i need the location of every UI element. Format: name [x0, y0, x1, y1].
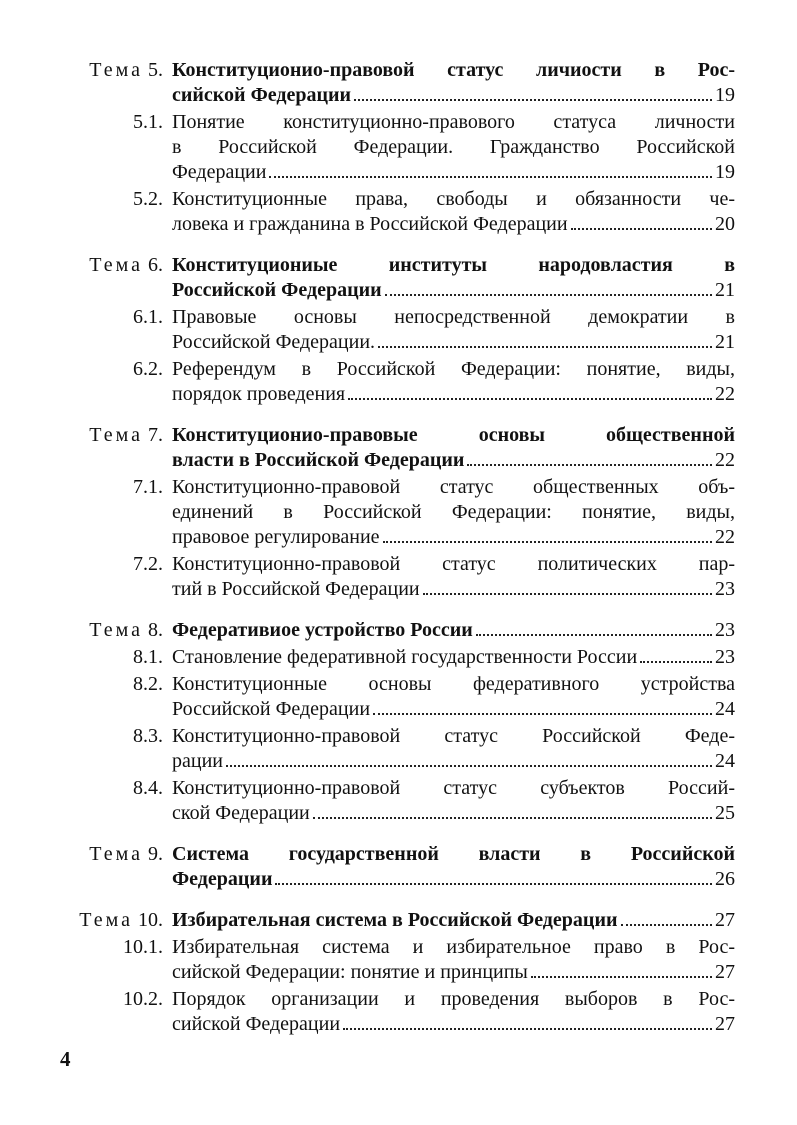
entry-number: [74, 987, 163, 1012]
topic-label: Тема: [89, 843, 143, 865]
subtopic-number: 8.3.: [133, 725, 163, 747]
dot-leader: [348, 398, 712, 400]
entry-title-line: Конституциониые институты народовластия в: [172, 254, 735, 276]
entry-title: [172, 357, 735, 407]
toc-subtopic[interactable]: [0, 110, 797, 187]
entry-title-line: Избирательная система и избирательное право в Рос-: [172, 936, 735, 958]
entry-number: [74, 672, 163, 697]
subtopic-number: 6.2.: [133, 358, 163, 380]
entry-title-text: сийской Федерации: [172, 84, 352, 106]
entry-title-line: [172, 1012, 735, 1037]
entry-title-line: в Российской Федерации. Гражданство Российской: [172, 136, 735, 158]
dot-leader: [269, 176, 712, 178]
dot-leader: [531, 976, 712, 978]
subtopic-number: 6.1.: [133, 306, 163, 328]
subtopic-number: 8.1.: [133, 646, 163, 668]
entry-title: [172, 423, 735, 473]
toc-subtopic[interactable]: [0, 935, 797, 987]
page-ref: 19: [715, 161, 735, 183]
dot-leader: [275, 883, 712, 885]
toc-topic-block: [0, 58, 797, 239]
topic-label: Тема: [89, 619, 143, 641]
entry-title-line: [172, 618, 735, 643]
dot-leader: [383, 541, 712, 543]
topic-number: 6.: [148, 254, 163, 276]
subtopic-number: 5.2.: [133, 188, 163, 210]
toc-topic-block: [0, 253, 797, 409]
entry-title-line: Конституционные основы федеративного устройства: [172, 673, 735, 695]
page-ref: 21: [715, 331, 735, 353]
entry-title-line: Правовые основы непосредственной демократии в: [172, 306, 735, 328]
entry-title-line: Система государственной власти в Российской: [172, 843, 735, 865]
entry-title-line: [172, 448, 735, 473]
topic-number: 7.: [148, 424, 163, 446]
toc-subtopic[interactable]: [0, 357, 797, 409]
entry-number: [74, 110, 163, 135]
subtopic-number: 5.1.: [133, 111, 163, 133]
subtopic-number: 7.1.: [133, 476, 163, 498]
entry-title-text: Российской Федерации: [172, 279, 382, 301]
entry-title-line: Конституционно-правовой статус общественных объ-: [172, 476, 735, 498]
toc-topic[interactable]: [0, 908, 797, 935]
toc-subtopic[interactable]: [0, 776, 797, 828]
entry-number: [74, 187, 163, 212]
entry-title-line: Порядок организации и проведения выборов в Рос-: [172, 988, 735, 1010]
entry-number: [74, 935, 163, 960]
page-ref: 23: [715, 619, 735, 641]
entry-number: [74, 842, 163, 867]
entry-title-line: [172, 960, 735, 985]
page-ref: 24: [715, 698, 735, 720]
toc-subtopic[interactable]: [0, 724, 797, 776]
entry-number: [74, 645, 163, 670]
subtopic-number: 10.2.: [123, 988, 163, 1010]
entry-title-text: Федеративиое устройство России: [172, 619, 473, 641]
topic-label: Тема: [89, 59, 143, 81]
entry-title-line: [172, 697, 735, 722]
entry-title: [172, 724, 735, 774]
entry-title-text: Федерации: [172, 868, 273, 890]
entry-title: [172, 110, 735, 185]
entry-title: [172, 935, 735, 985]
page-ref: 23: [715, 578, 735, 600]
toc-topic-block: [0, 618, 797, 828]
page-ref: 26: [715, 868, 735, 890]
topic-number: 10.: [138, 909, 163, 931]
entry-title-line: [172, 645, 735, 670]
page-ref: 20: [715, 213, 735, 235]
subtopic-number: 8.4.: [133, 777, 163, 799]
entry-title-line: [172, 908, 735, 933]
entry-number: [74, 618, 163, 643]
entry-title-line: [172, 749, 735, 774]
page-ref: 27: [715, 961, 735, 983]
page-ref: 23: [715, 646, 735, 668]
entry-title-line: [172, 83, 735, 108]
page-ref: 21: [715, 279, 735, 301]
page-ref: 27: [715, 1013, 735, 1035]
entry-title-text: Избирательная система в Российской Федерации: [172, 909, 618, 931]
entry-title: [172, 776, 735, 826]
dot-leader: [621, 924, 713, 926]
subtopic-number: 8.2.: [133, 673, 163, 695]
dot-leader: [354, 99, 712, 101]
entry-title: [172, 987, 735, 1037]
dot-leader: [226, 765, 712, 767]
entry-title: [172, 475, 735, 550]
entry-title: [172, 672, 735, 722]
subtopic-number: 10.1.: [123, 936, 163, 958]
entry-number: [74, 475, 163, 500]
toc-topic[interactable]: [0, 423, 797, 475]
entry-title: [172, 253, 735, 303]
entry-title-text: ской Федерации: [172, 802, 310, 824]
entry-title-text: Российской Федерации.: [172, 331, 376, 353]
toc-subtopic[interactable]: [0, 475, 797, 552]
entry-title-line: Референдум в Российской Федерации: понятие, виды,: [172, 358, 735, 380]
entry-title-text: Российской Федерации: [172, 698, 371, 720]
toc-subtopic[interactable]: [0, 552, 797, 604]
entry-title: [172, 842, 735, 892]
entry-number: [74, 423, 163, 448]
toc-topic[interactable]: [0, 58, 797, 110]
entry-title-line: единений в Российской Федерации: понятие, виды,: [172, 501, 735, 523]
dot-leader: [313, 817, 712, 819]
page-ref: 19: [715, 84, 735, 106]
page-ref: 22: [715, 449, 735, 471]
entry-number: [74, 58, 163, 83]
page-ref: 24: [715, 750, 735, 772]
entry-title-line: Понятие конституционно-правового статуса личности: [172, 111, 735, 133]
toc-topic-block: [0, 842, 797, 894]
toc-subtopic[interactable]: [0, 645, 797, 672]
entry-title-line: Конституционно-правовой статус политических пар-: [172, 553, 735, 575]
entry-title: [172, 618, 735, 643]
table-of-contents: [0, 58, 797, 1053]
entry-title-text: Становление федеративной государственности России: [172, 646, 638, 668]
entry-title-line: [172, 212, 735, 237]
entry-title-text: Федерации: [172, 161, 267, 183]
entry-title-text: тий в Российской Федерации: [172, 578, 420, 600]
entry-title-line: [172, 278, 735, 303]
toc-subtopic[interactable]: [0, 187, 797, 239]
entry-title-line: Конституционио-правовой статус личиости в Рос-: [172, 59, 735, 81]
entry-number: [74, 724, 163, 749]
entry-title-line: [172, 577, 735, 602]
entry-title-line: Конституционио-правовые основы общественной: [172, 424, 735, 446]
dot-leader: [378, 346, 712, 348]
topic-number: 9.: [148, 843, 163, 865]
entry-title-line: Конституционно-правовой статус субъектов Россий-: [172, 777, 735, 799]
toc-topic-block: [0, 908, 797, 1039]
toc-subtopic[interactable]: [0, 672, 797, 724]
entry-title-text: сийской Федерации: понятие и принципы: [172, 961, 528, 983]
topic-number: 5.: [148, 59, 163, 81]
entry-number: [74, 552, 163, 577]
entry-title-text: сийской Федерации: [172, 1013, 341, 1035]
entry-title-text: рации: [172, 750, 223, 772]
entry-title-line: [172, 382, 735, 407]
dot-leader: [373, 713, 712, 715]
entry-number: [74, 776, 163, 801]
topic-label: Тема: [79, 909, 133, 931]
entry-title-text: правовое регулирование: [172, 526, 380, 548]
page-ref: 25: [715, 802, 735, 824]
entry-title-text: ловека и гражданина в Российской Федерации: [172, 213, 568, 235]
page-ref: 22: [715, 383, 735, 405]
entry-title-line: [172, 330, 735, 355]
entry-title: [172, 58, 735, 108]
toc-topic[interactable]: [0, 618, 797, 645]
page-ref: 27: [715, 909, 735, 931]
entry-number: [74, 305, 163, 330]
toc-topic-block: [0, 423, 797, 604]
topic-label: Тема: [89, 424, 143, 446]
dot-leader: [423, 593, 712, 595]
entry-title-line: Конституционные права, свободы и обязанности че-: [172, 188, 735, 210]
page-ref: 22: [715, 526, 735, 548]
entry-title-line: [172, 160, 735, 185]
entry-title-line: Конституционно-правовой статус Российской Феде-: [172, 725, 735, 747]
dot-leader: [343, 1028, 712, 1030]
entry-title-line: [172, 867, 735, 892]
entry-title: [172, 305, 735, 355]
entry-title-line: [172, 801, 735, 826]
dot-leader: [476, 634, 712, 636]
dot-leader: [385, 294, 712, 296]
entry-title: [172, 187, 735, 237]
dot-leader: [467, 464, 712, 466]
entry-title-text: порядок проведения: [172, 383, 346, 405]
dot-leader: [640, 661, 712, 663]
toc-topic[interactable]: [0, 842, 797, 894]
toc-subtopic[interactable]: [0, 987, 797, 1039]
topic-label: Тема: [89, 254, 143, 276]
topic-number: 8.: [148, 619, 163, 641]
entry-title-line: [172, 525, 735, 550]
entry-number: [74, 253, 163, 278]
toc-subtopic[interactable]: [0, 305, 797, 357]
entry-title: [172, 645, 735, 670]
entry-title: [172, 552, 735, 602]
entry-number: [74, 908, 163, 933]
entry-title: [172, 908, 735, 933]
page-number: 4: [60, 1047, 71, 1071]
entry-title-text: власти в Российской Федерации: [172, 449, 465, 471]
dot-leader: [571, 228, 712, 230]
entry-number: [74, 357, 163, 382]
toc-topic[interactable]: [0, 253, 797, 305]
subtopic-number: 7.2.: [133, 553, 163, 575]
